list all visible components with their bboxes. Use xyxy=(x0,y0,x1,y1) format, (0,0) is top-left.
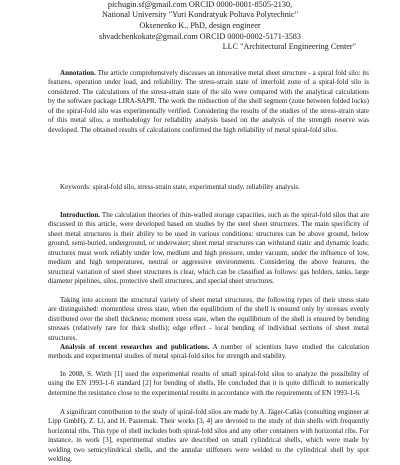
introduction-label: Introduction. xyxy=(60,211,101,219)
keywords-line: Keywords: spiral-fold silo, stress-strain state, experimental study, reliability analysis. xyxy=(60,183,300,191)
author-email-orcid-2: shvadchenkokate@gmail.com ORCID 0000-0002-5171-3583 xyxy=(99,32,301,41)
analysis-label: Analysis of recent researches and publications. xyxy=(60,343,210,351)
author-name-2: Oksenenko K., PhD, design engineer xyxy=(139,21,261,30)
introduction-paragraph-2: Taking into account the structural variety of sheet metal structures, the following types of their stress state are distinguished: momentless stress state, when the equilibrium of the shell is ensured only by stresses evenly distributed over the shell thickness; moment stress state, when the equilibrium of the shell is ensured by bending stresses (relatively rare for thick shells); edge effect - local bending of individual sections of sheet metal structures. xyxy=(48,296,369,342)
analysis-paragraph-2: In 2008, S. Wirth [1] used the experimental results of small spiral-fold silos to analyze the possibility of using the EN 1993-1-6 standard [2] for bending of shells. He concluded that it is quite difficult to numerically determine the resistance close to the experimental results in accordance with the requirements of EN 1993-1-6. xyxy=(48,370,369,397)
annotation-paragraph xyxy=(48,69,369,135)
author-email-orcid-1: pichugin.sf@gmail.com ORCID 0000-0001-8505-2130, xyxy=(107,0,293,9)
annotation-text: The article comprehensively discusses an innovative metal sheet structure - a spiral fold silo: its features, operation under load, and reliability. The stress-strain state of interfold zone of a spiral-fold silo is considered. The calculations of the stress-strain state of the silo were compared with the analytical calculations by the software package LIRA-SAPR. The work the midsection of the shell segment (zone between folded locks) of the spiral-fold silo was experimentally verified. Considering the results of the studies of the stress-strain state of this metal silos, a methodology for reliability analysis based on the analysis of the strength reserve was developed. The obtained results of calculations confirmed the high reliability of metal spiral-fold silos. xyxy=(48,69,369,134)
affiliation-university: National University "Yuri Kondratyuk Poltava Polytechnic" xyxy=(101,10,299,19)
introduction-paragraph-1 xyxy=(48,211,369,287)
introduction-text-1: The calculation theories of thin-walled storage capacities, such as the spiral-fold silos that are discussed in this article, were developed based on studies by the steel sheet structures. The main specificity of sheet metal structures is their ability to be used in various conditions: structures can be above ground, below ground, semi-buried, underground, or underwater; sheet metal structures can withstand static and dynamic loads; structures must work reliably under low, medium and high pressure, under vacuum, under the influence of low, medium and high temperatures, neutral or aggressive environments. Considering the above features, the structural variation of steel sheet structures is clear, which can be classified as follows: gas holders, tanks, large diameter pipelines, silos, protective shell structures, and special sheet structures. xyxy=(48,211,369,286)
analysis-text-1: A number of scientists have studied the calculation methods and experimental studies of metal spiral-fold silos for strength and stability. xyxy=(48,343,369,361)
analysis-paragraph-3: A significant contribution to the study of spiral-fold silos are made by A. Jäger-Cañás (consulting engineer at Lipp GmbH), Z. Li, and H. Pasternak. Their works [3, 4] are devoted to the study of thin shells with frequently horizontal ribs. This type of shell includes both spiral-fold silos and any other containers with horizontal ribs. For instance, in work [3], experimental studies are described on small cylindrical shells, which were made by welding two semicylindrical shells, and the annular stiffeners were welded to the cylindrical shell by spot welding. xyxy=(48,408,369,464)
affiliation-company: LLC "Architectural Engineering Center" xyxy=(222,42,356,51)
annotation-label: Annotation. xyxy=(60,69,96,77)
analysis-paragraph-1 xyxy=(48,343,369,362)
